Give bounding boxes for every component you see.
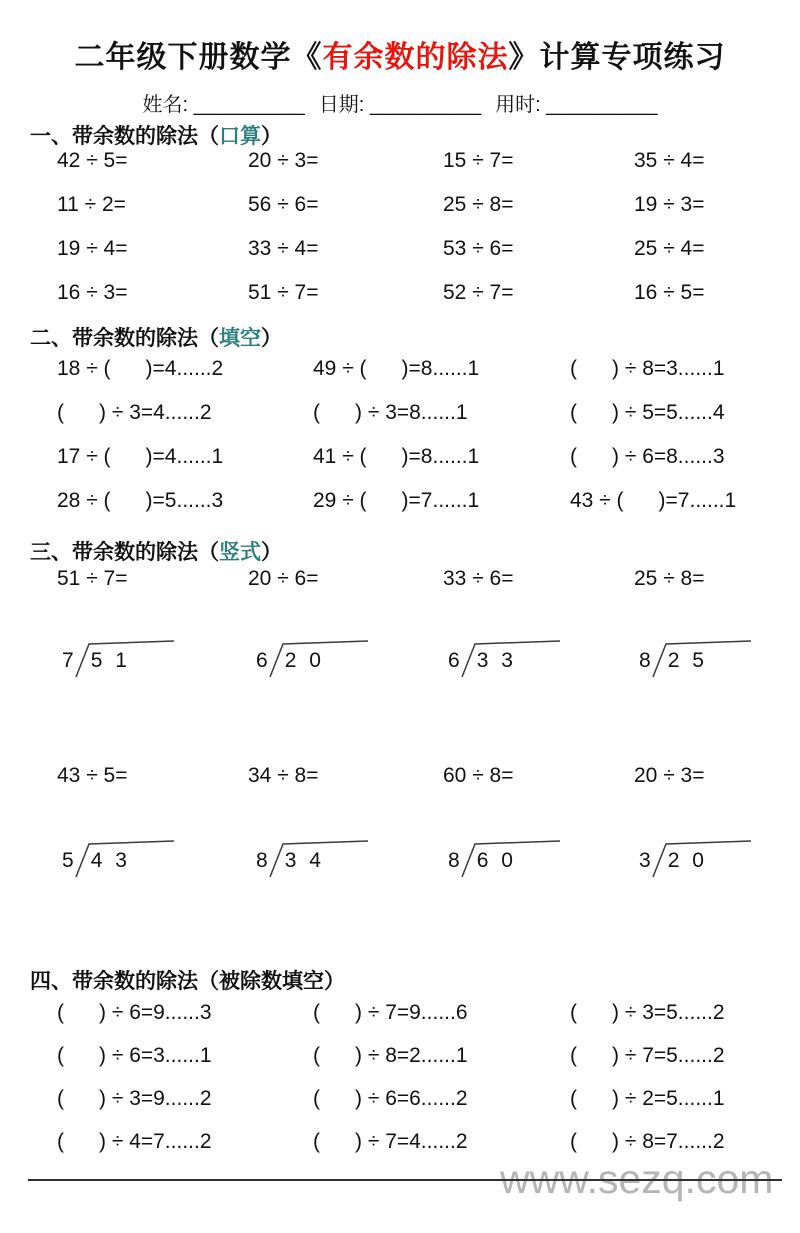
page-title	[0, 32, 800, 76]
long-division-box	[460, 840, 564, 878]
problem: 15 ÷ 7=	[443, 149, 514, 172]
long-division-box	[74, 640, 178, 678]
long-division-dividend: 4 3	[90, 849, 127, 872]
date-label: 日期:	[318, 94, 365, 116]
problem: 33 ÷ 4=	[248, 237, 319, 260]
problem-row	[0, 991, 800, 1034]
watermark: www.sezq.com	[500, 1156, 774, 1202]
problem-row	[0, 1077, 800, 1120]
section-4-heading-suffix: ）	[324, 970, 345, 993]
problem-row	[0, 271, 800, 315]
problem: 11 ÷ 2=	[57, 193, 126, 216]
problem: 56 ÷ 6=	[248, 193, 319, 216]
problem: ( ) ÷ 3=8......1	[313, 401, 468, 424]
section-3-heading-label: 竖式	[219, 541, 261, 564]
problem: ( ) ÷ 2=5......1	[570, 1086, 725, 1110]
problem: ( ) ÷ 6=8......3	[570, 445, 725, 468]
problem: 42 ÷ 5=	[57, 149, 128, 172]
problem: ( ) ÷ 4=7......2	[57, 1129, 212, 1153]
problem: 20 ÷ 3=	[248, 149, 319, 172]
problem: ( ) ÷ 3=9......2	[57, 1086, 212, 1110]
long-division-dividend: 5 1	[90, 649, 127, 672]
problem: ( ) ÷ 5=5......4	[570, 401, 725, 424]
problem: 43 ÷ ( )=7......1	[570, 489, 737, 512]
problem: 52 ÷ 7=	[443, 281, 514, 304]
problem: ( ) ÷ 6=3......1	[57, 1043, 212, 1067]
long-division-divisor: 8	[256, 849, 268, 872]
problem-row	[0, 183, 800, 227]
long-division-dividend: 2 5	[667, 649, 704, 672]
problem: 16 ÷ 5=	[634, 281, 705, 304]
problem: ( ) ÷ 6=9......3	[57, 1000, 212, 1024]
problem-row	[0, 139, 800, 183]
problem-row	[0, 347, 800, 391]
problem: ( ) ÷ 8=7......2	[570, 1129, 725, 1153]
problem: 17 ÷ ( )=4......1	[57, 445, 224, 468]
problem: ( ) ÷ 7=5......2	[570, 1043, 725, 1067]
title-prefix: 二年级下册数学《	[74, 41, 323, 74]
problem: ( ) ÷ 6=6......2	[313, 1086, 468, 1110]
long-division-divisor: 8	[448, 849, 460, 872]
section-2-heading-label: 填空	[219, 327, 261, 350]
long-division	[639, 640, 800, 678]
long-division-row	[0, 640, 800, 680]
problem: 25 ÷ 8=	[634, 567, 705, 590]
problem: 19 ÷ 4=	[57, 237, 128, 260]
problem-row	[0, 1034, 800, 1077]
problem-row	[0, 479, 800, 523]
long-division	[639, 840, 800, 878]
problem: 34 ÷ 8=	[248, 764, 319, 787]
long-division-dividend: 3 3	[476, 649, 513, 672]
problem: 20 ÷ 3=	[634, 764, 705, 787]
long-division-divisor: 5	[62, 849, 74, 872]
long-division	[62, 640, 256, 678]
long-division	[256, 840, 448, 878]
long-division-box	[268, 840, 372, 878]
problem: 51 ÷ 7=	[57, 567, 128, 590]
problem-row	[0, 754, 800, 798]
long-division-box	[74, 840, 178, 878]
problem: 53 ÷ 6=	[443, 237, 514, 260]
section-3-heading-suffix: ）	[261, 541, 282, 564]
title-highlight: 有余数的除法	[322, 41, 509, 74]
long-division-dividend: 2 0	[284, 649, 321, 672]
long-division-divisor: 7	[62, 649, 74, 672]
problem: 25 ÷ 8=	[443, 193, 514, 216]
problem-row	[0, 557, 800, 601]
problem: ( ) ÷ 3=5......2	[570, 1000, 725, 1024]
long-division-box	[460, 640, 564, 678]
long-division-dividend: 2 0	[667, 849, 704, 872]
long-division-divisor: 3	[639, 849, 651, 872]
date-blank: __________	[369, 94, 482, 116]
section-2-heading-prefix: 二、带余数的除法（	[30, 327, 219, 350]
long-division-box	[651, 840, 755, 878]
title-suffix: 》计算专项练习	[508, 41, 726, 74]
problem: 18 ÷ ( )=4......2	[57, 357, 224, 380]
long-division-divisor: 6	[256, 649, 268, 672]
bottom-rule	[28, 1179, 782, 1181]
problem: 29 ÷ ( )=7......1	[313, 489, 480, 512]
long-division	[448, 840, 639, 878]
long-division-dividend: 6 0	[476, 849, 513, 872]
problem: ( ) ÷ 8=2......1	[313, 1043, 468, 1067]
long-division-box	[651, 640, 755, 678]
info-line	[0, 88, 800, 117]
long-division	[256, 640, 448, 678]
problem: 28 ÷ ( )=5......3	[57, 489, 224, 512]
long-division-dividend: 3 4	[284, 849, 321, 872]
problem: 20 ÷ 6=	[248, 567, 319, 590]
long-division-row	[0, 840, 800, 880]
problem: 51 ÷ 7=	[248, 281, 319, 304]
problem: 49 ÷ ( )=8......1	[313, 357, 480, 380]
problem: 16 ÷ 3=	[57, 281, 128, 304]
long-division	[448, 640, 639, 678]
problem: ( ) ÷ 7=4......2	[313, 1129, 468, 1153]
section-1-heading-prefix: 一、带余数的除法（	[30, 125, 219, 148]
section-1-heading-suffix: ）	[261, 125, 282, 148]
section-1-heading-label: 口算	[219, 125, 261, 148]
name-label: 姓名:	[142, 94, 189, 116]
problem: 25 ÷ 4=	[634, 237, 705, 260]
section-3-heading-prefix: 三、带余数的除法（	[30, 541, 219, 564]
problem: ( ) ÷ 8=3......1	[570, 357, 725, 380]
long-division-divisor: 8	[639, 649, 651, 672]
problem: 60 ÷ 8=	[443, 764, 514, 787]
problem: 41 ÷ ( )=8......1	[313, 445, 480, 468]
section-4-heading-prefix: 四、带余数的除法（	[30, 970, 219, 993]
time-label: 用时:	[495, 94, 541, 116]
long-division-divisor: 6	[448, 649, 460, 672]
problem: 43 ÷ 5=	[57, 764, 128, 787]
problem: 19 ÷ 3=	[634, 193, 705, 216]
long-division	[62, 840, 256, 878]
long-division-box	[268, 640, 372, 678]
name-blank: __________	[193, 94, 305, 116]
section-4-heading-label: 被除数填空	[219, 970, 324, 993]
problem-row	[0, 435, 800, 479]
problem: 35 ÷ 4=	[634, 149, 705, 172]
problem: ( ) ÷ 7=9......6	[313, 1000, 468, 1024]
problem-row	[0, 391, 800, 435]
problem: ( ) ÷ 3=4......2	[57, 401, 212, 424]
section-2-heading-suffix: ）	[261, 327, 282, 350]
problem-row	[0, 227, 800, 271]
time-blank: __________	[546, 94, 658, 116]
problem: 33 ÷ 6=	[443, 567, 514, 590]
